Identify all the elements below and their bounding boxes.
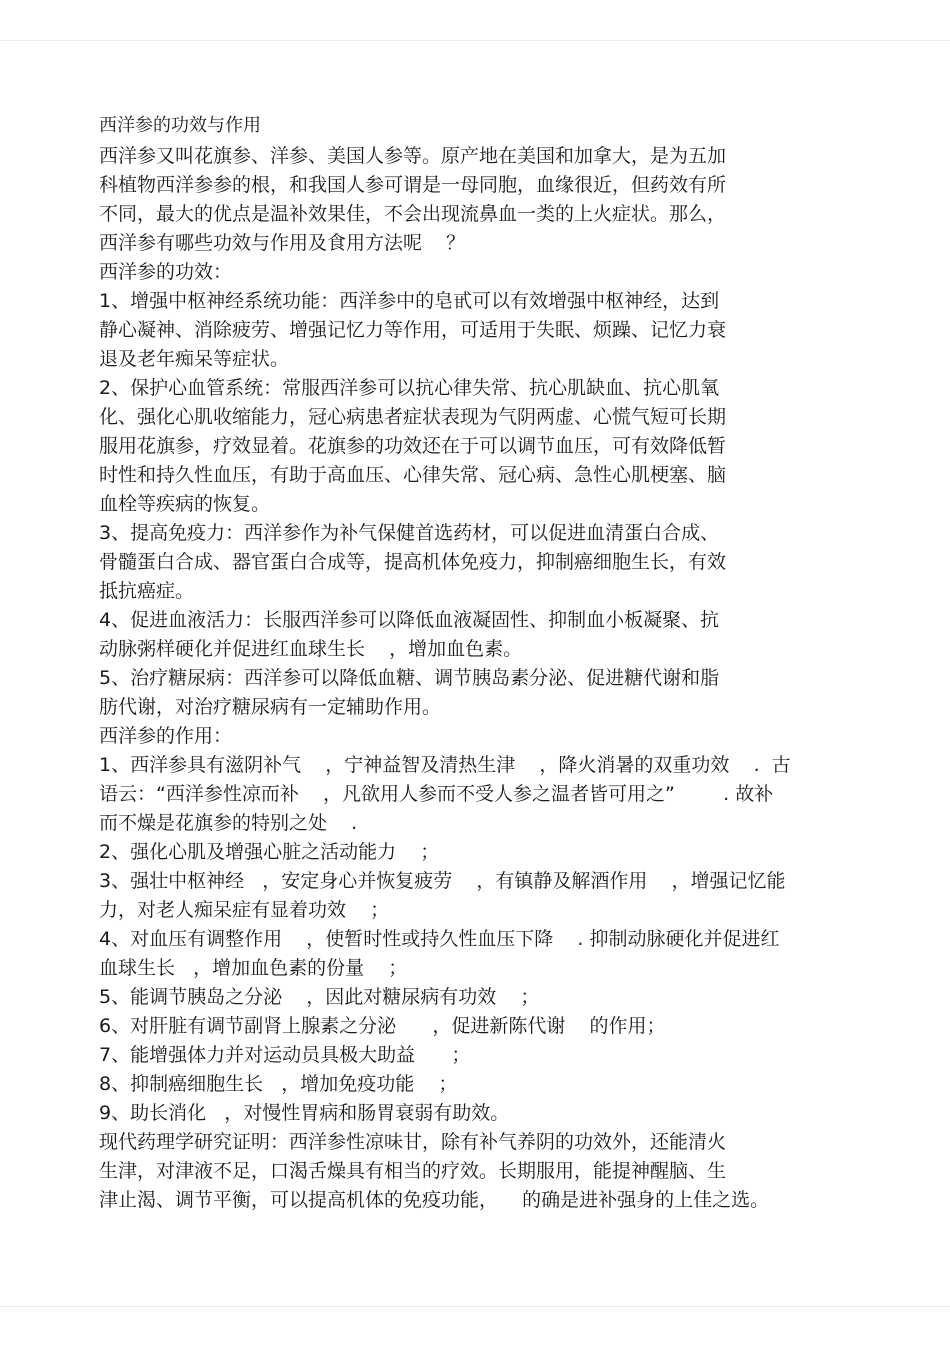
text-line: 1、西洋参具有滋阴补气 ，宁神益智及清热生津 ，降火消暑的双重功效 . 古	[99, 754, 791, 776]
text-line: 3、强壮中枢神经 ，安定身心并恢复疲劳 ，有镇静及解酒作用 ，增强记忆能	[99, 870, 786, 892]
text-line: 8、抑制癌细胞生长 ，增加免疫功能 ；	[99, 1073, 458, 1095]
text-line: 2、保护心血管系统：常服西洋参可以抗心律失常、抗心肌缺血、抗心肌氧	[99, 377, 720, 399]
text-line: 抵抗癌症。	[99, 580, 195, 602]
text-line: 4、对血压有调整作用 ，使暂时性或持久性血压下降 . 抑制动脉硬化并促进红	[99, 928, 780, 950]
text-line: 西洋参又叫花旗参、洋参、美国人参等。原产地在美国和加拿大，是为五加	[99, 145, 727, 167]
text-line: 力，对老人痴呆症有显着功效 ；	[99, 899, 390, 921]
text-line: 动脉粥样硬化并促进红血球生长 ，增加血色素。	[99, 638, 523, 660]
text-line: 2、强化心肌及增强心脏之活动能力 ；	[99, 841, 440, 863]
text-line: 西洋参有哪些功效与作用及食用方法呢 ？	[99, 232, 466, 254]
text-line: 3、提高免疫力：西洋参作为补气保健首选药材，可以促进血清蛋白合成、	[99, 522, 720, 544]
text-line: 4、促进血液活力：长服西洋参可以降低血液凝固性、抑制血小板凝聚、抗	[99, 609, 720, 631]
text-line: 现代药理学研究证明：西洋参性凉味甘，除有补气养阴的功效外，还能清火	[99, 1131, 727, 1153]
text-line: 服用花旗参，疗效显着。花旗参的功效还在于可以调节血压，可有效降低暂	[99, 435, 727, 457]
text-line: 6、对肝脏有调节副肾上腺素之分泌 ，促进新陈代谢 的作用；	[99, 1015, 666, 1037]
text-line: 不同，最大的优点是温补效果佳，不会出现流鼻血一类的上火症状。那么，	[99, 203, 727, 225]
text-line: 生津，对津液不足，口渴舌燥具有相当的疗效。长期服用，能提神醒脑、生	[99, 1160, 727, 1182]
text-line: 语云：“西洋参性凉而补 ，凡欲用人参而不受人参之温者皆可用之” . 故补	[99, 783, 774, 805]
text-line: 5、能调节胰岛之分泌 ，因此对糖尿病有功效 ；	[99, 986, 540, 1008]
text-line: 静心凝神、消除疲劳、增强记忆力等作用，可适用于失眠、烦躁、记忆力衰	[99, 319, 727, 341]
section-heading: 西洋参的功效：	[99, 261, 233, 283]
text-line: 骨髓蛋白合成、器官蛋白合成等，提高机体免疫力，抑制癌细胞生长，有效	[99, 551, 727, 573]
text-line: 退及老年痴呆等症状。	[99, 348, 290, 370]
text-line: 而不燥是花旗参的特别之处 .	[99, 812, 358, 834]
text-line: 科植物西洋参参的根，和我国人参可谓是一母同胞，血缘很近，但药效有所	[99, 174, 727, 196]
text-line: 血栓等疾病的恢复。	[99, 493, 271, 515]
text-line: 5、治疗糖尿病：西洋参可以降低血糖、调节胰岛素分泌、促进糖代谢和脂	[99, 667, 720, 689]
page-bottom-rule	[0, 1306, 950, 1307]
text-line: 1、增强中枢神经系统功能：西洋参中的皂甙可以有效增强中枢神经，达到	[99, 290, 720, 312]
text-line: 津止渴、调节平衡，可以提高机体的免疫功能， 的确是进补强身的上佳之选。	[99, 1189, 770, 1211]
text-line: 化、强化心肌收缩能力，冠心病患者症状表现为气阴两虚、心慌气短可长期	[99, 406, 727, 428]
text-line: 7、能增强体力并对运动员具极大助益 ；	[99, 1044, 471, 1066]
text-line: 血球生长 ，增加血色素的份量 ；	[99, 957, 408, 979]
text-line: 肪代谢，对治疗糖尿病有一定辅助作用。	[99, 696, 442, 718]
document-title: 西洋参的功效与作用	[99, 115, 261, 136]
text-line: 9、助长消化 ，对慢性胃病和肠胃衰弱有助效。	[99, 1102, 510, 1124]
section-heading: 西洋参的作用：	[99, 725, 233, 747]
text-line: 时性和持久性血压，有助于高血压、心律失常、冠心病、急性心肌梗塞、脑	[99, 464, 727, 486]
